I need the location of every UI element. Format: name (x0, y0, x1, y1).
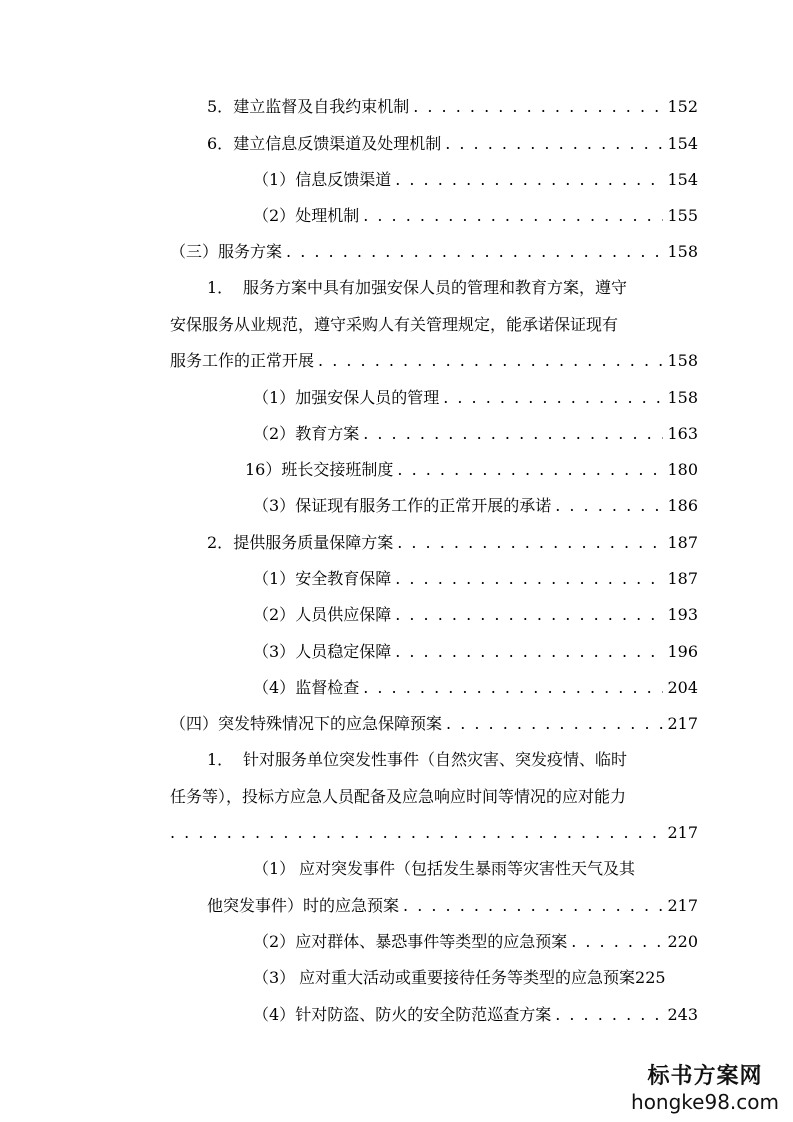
toc-entry[interactable] (170, 242, 698, 262)
toc-page: 217 (667, 823, 698, 842)
toc-page: 158 (667, 388, 698, 407)
toc-number: （4） (253, 1005, 296, 1024)
toc-entry[interactable] (207, 533, 698, 553)
toc-number: 16） (245, 460, 282, 479)
toc-title-continued: 他突发事件）时的应急预案 (207, 896, 400, 915)
toc-page: 155 (667, 206, 698, 225)
toc-entry[interactable] (253, 388, 698, 408)
toc-entry[interactable] (207, 97, 698, 117)
toc-title-continued: 任务等），投标方应急人员配备及应急响应时间等情况的应对能力 (170, 787, 627, 806)
toc-page: 217 (667, 714, 698, 733)
toc-title: 安全教育保障 (295, 569, 392, 588)
toc-number: （1） (253, 388, 296, 407)
toc-title: 应对突发事件（包括发生暴雨等灾害性天气及其 (299, 859, 636, 878)
toc-entry[interactable] (207, 134, 698, 154)
toc-entry[interactable] (253, 968, 723, 988)
toc-title: 建立监督及自我约束机制 (233, 97, 410, 116)
toc-number: （2） (253, 932, 296, 951)
toc-title: 加强安保人员的管理 (295, 388, 440, 407)
toc-leader (395, 642, 663, 662)
toc-title: 服务方案 (218, 242, 283, 261)
toc-entry[interactable] (245, 460, 698, 480)
toc-leader (363, 678, 663, 698)
toc-entry[interactable] (253, 569, 698, 589)
toc-entry[interactable] (253, 642, 698, 662)
toc-entry-line[interactable] (170, 315, 618, 335)
toc-title: 应对重大活动或重要接待任务等类型的应急预案 (299, 968, 636, 987)
watermark-url: hongke98.com (631, 1090, 779, 1114)
toc-title: 监督检查 (295, 678, 360, 697)
toc-leader (413, 97, 663, 117)
toc-number: （三） (170, 242, 219, 261)
toc-entry[interactable] (253, 206, 698, 226)
toc-leader (446, 714, 663, 734)
toc-number: 1． (207, 278, 234, 297)
toc-page: 217 (667, 896, 698, 915)
toc-page: 158 (667, 351, 698, 370)
toc-page: 187 (667, 533, 698, 552)
toc-page: 163 (667, 424, 698, 443)
toc-leader (363, 424, 663, 444)
toc-leader (403, 896, 663, 916)
site-watermark (631, 1059, 779, 1114)
toc-page: 193 (667, 605, 698, 624)
toc-number: （2） (253, 424, 296, 443)
toc-entry-line[interactable] (207, 278, 627, 298)
toc-page: 158 (667, 242, 698, 261)
toc-leader (318, 351, 663, 371)
toc-leader (395, 170, 663, 190)
toc-page: 180 (667, 460, 698, 479)
toc-title: 处理机制 (295, 206, 360, 225)
toc-leader (395, 605, 663, 625)
toc-entry-line[interactable] (253, 859, 635, 879)
toc-page: 225 (635, 968, 666, 987)
toc-leader (397, 460, 663, 480)
toc-entry[interactable] (170, 823, 698, 843)
toc-entry[interactable] (253, 678, 698, 698)
toc-leader (555, 496, 663, 516)
toc-title: 保证现有服务工作的正常开展的承诺 (295, 496, 552, 515)
toc-number: 5． (207, 97, 234, 116)
toc-entry-line[interactable] (207, 750, 627, 770)
toc-leader (571, 932, 663, 952)
toc-page: 154 (667, 134, 698, 153)
toc-number: 6． (207, 134, 234, 153)
toc-page: 243 (667, 1005, 698, 1024)
toc-page: 187 (667, 569, 698, 588)
toc-title: 信息反馈渠道 (295, 170, 392, 189)
toc-leader (555, 1005, 663, 1025)
toc-leader (170, 823, 663, 843)
toc-leader (363, 206, 663, 226)
toc-title: 针对服务单位突发性事件（自然灾害、突发疫情、临时 (243, 750, 628, 769)
toc-number: （3） (253, 496, 296, 515)
toc-entry[interactable] (253, 170, 698, 190)
toc-number: （1） (253, 170, 296, 189)
toc-title: 应对群体、暴恐事件等类型的应急预案 (295, 932, 568, 951)
toc-leader (286, 242, 663, 262)
toc-leader (395, 569, 663, 589)
toc-entry[interactable] (253, 1005, 698, 1025)
toc-title: 服务方案中具有加强安保人员的管理和教育方案，遵守 (243, 278, 628, 297)
toc-entry[interactable] (253, 605, 698, 625)
toc-entry-line[interactable] (170, 787, 626, 807)
toc-entry[interactable] (253, 496, 698, 516)
toc-leader (445, 134, 663, 154)
toc-page: 220 (667, 932, 698, 951)
toc-page: 204 (667, 678, 698, 697)
toc-leader (397, 533, 663, 553)
toc-title: 突发特殊情况下的应急保障预案 (218, 714, 443, 733)
toc-number: 1． (207, 750, 234, 769)
toc-title-continued: 服务工作的正常开展 (170, 351, 315, 370)
toc-title-continued: 安保服务从业规范，遵守采购人有关管理规定，能承诺保证现有 (170, 315, 619, 334)
toc-entry[interactable] (253, 424, 698, 444)
toc-entry[interactable] (170, 351, 698, 371)
toc-entry[interactable] (253, 932, 698, 952)
toc-title: 人员供应保障 (295, 605, 392, 624)
toc-title: 建立信息反馈渠道及处理机制 (233, 134, 442, 153)
toc-entry[interactable] (170, 714, 698, 734)
toc-leader (443, 388, 663, 408)
toc-number: （4） (253, 678, 296, 697)
toc-number: （3） (253, 968, 296, 987)
toc-number: 2． (207, 533, 234, 552)
toc-title: 教育方案 (295, 424, 360, 443)
watermark-title: 标书方案网 (647, 1063, 763, 1089)
toc-number: （2） (253, 206, 296, 225)
toc-page: 196 (667, 642, 698, 661)
toc-title: 人员稳定保障 (295, 642, 392, 661)
toc-page: 186 (667, 496, 698, 515)
toc-number: （1） (253, 859, 296, 878)
toc-number: （2） (253, 605, 296, 624)
toc-entry[interactable] (207, 896, 698, 916)
toc-page: 152 (667, 97, 698, 116)
toc-title: 提供服务质量保障方案 (233, 533, 394, 552)
toc-number: （1） (253, 569, 296, 588)
toc-title: 针对防盗、防火的安全防范巡查方案 (295, 1005, 552, 1024)
toc-number: （四） (170, 714, 219, 733)
toc-page: 154 (667, 170, 698, 189)
toc-title: 班长交接班制度 (281, 460, 394, 479)
toc-number: （3） (253, 642, 296, 661)
